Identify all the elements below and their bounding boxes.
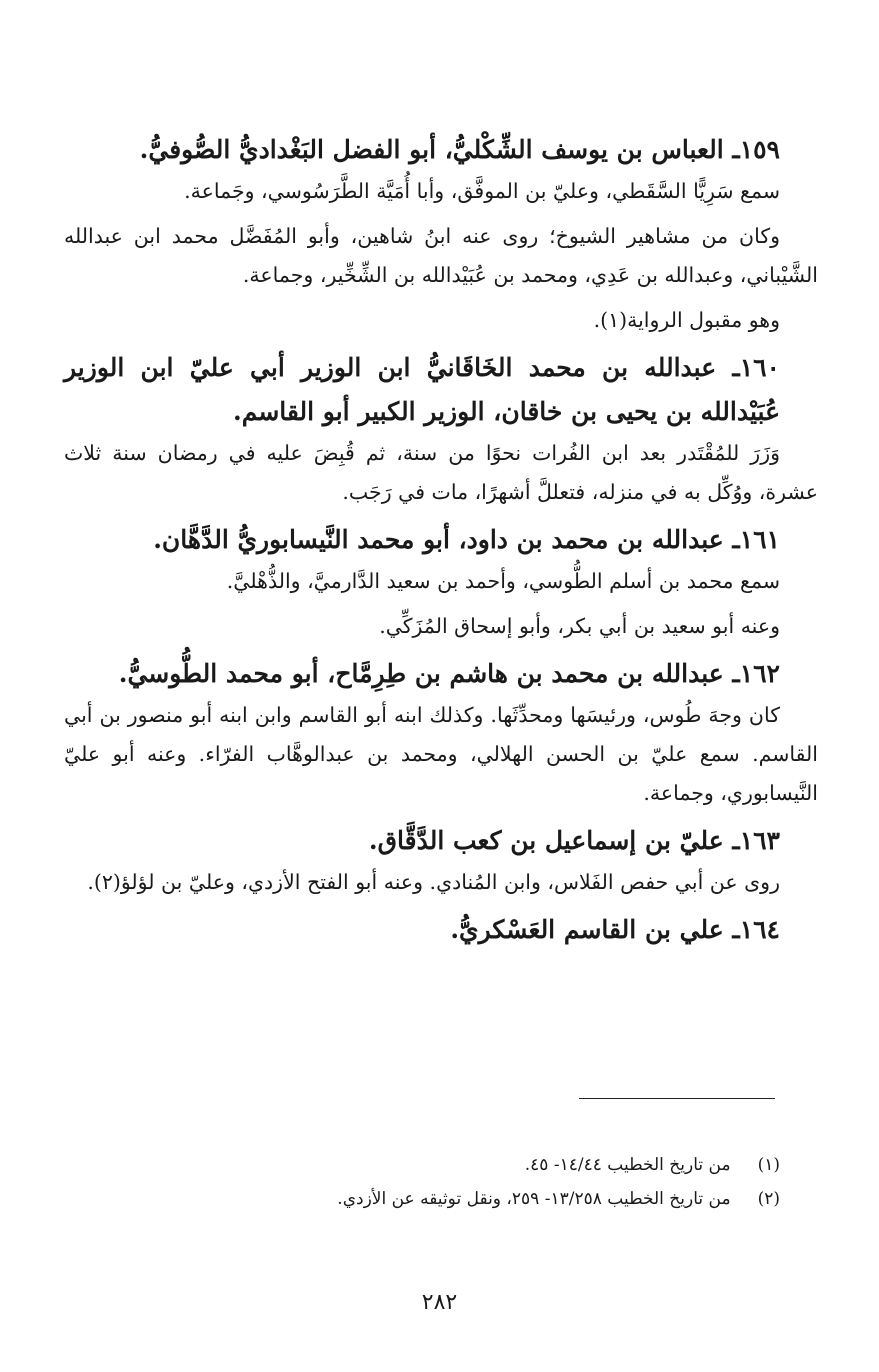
entry-heading: ١٦٣ـ عليّ بن إسماعيل بن كعب الدَّقَّاق.	[368, 826, 780, 855]
entry-paragraph: وعنه أبو سعيد بن أبي بكر، وأبو إسحاق المُزَكِّي.	[379, 614, 780, 638]
footnote-number: (٢)	[757, 1189, 780, 1209]
entry-heading: ١٦٠ـ عبدالله بن محمد الخَاقَانيُّ ابن الوزير أبي عليّ ابن الوزير عُبَيْدالله بن يحيى بن خاقان، الوزير الكبير أبو القاسم.	[64, 353, 780, 426]
entry-paragraph: وَزَرَ للمُقْتَدر بعد ابن الفُرات نحوًا من سنة، ثم قُبِضَ عليه في رمضان سنة ثلاث عشرة، ووُكِّل به في منزله، فتعللَّ أشهرًا، مات في رَجَب.	[64, 441, 818, 504]
entry-paragraph: وكان من مشاهير الشيوخ؛ روى عنه ابنُ شاهين، وأبو المُفَضَّل محمد ابن عبدالله الشَّيْباني، وعبدالله بن عَدِي، ومحمد بن عُبَيْدالله بن الشِّخِّير، وجماعة.	[64, 224, 818, 287]
entry-heading: ١٥٩ـ العباس بن يوسف الشِّكْليُّ، أبو الفضل البَغْداديُّ الصُّوفيُّ.	[139, 135, 780, 164]
footnote-text: من تاريخ الخطيب ١٣/٢٥٨- ٢٥٩، ونقل توثيقه عن الأزدي.	[337, 1189, 731, 1209]
footnote	[64, 1182, 780, 1216]
page-body	[64, 128, 818, 952]
entry-paragraph: سمع سَرِيًّا السَّقَطي، وعليّ بن الموفَّق، وأبا أُمَيَّة الطَّرَسُوسي، وجَماعة.	[184, 179, 780, 203]
entry-paragraph: وهو مقبول الرواية(١).	[593, 308, 780, 332]
entry-paragraph: روى عن أبي حفص الفَلاس، وابن المُنادي. وعنه أبو الفتح الأزدي، وعليّ بن لؤلؤ(٢).	[87, 870, 780, 894]
footnotes	[64, 1148, 780, 1216]
page-number: ٢٨٢	[421, 1290, 458, 1315]
footnote-divider	[579, 1098, 775, 1099]
entry-paragraph: كان وجهَ طُوس، ورئيسَها ومحدِّثَها. وكذلك ابنه أبو القاسم وابن ابنه أبو منصور بن أبي القاسم. سمع عليّ بن الحسن الهلالي، ومحمد بن عبدالوهَّاب الفرّاء. وعنه أبو عليّ النَّيسابوري، وجماعة.	[64, 703, 818, 805]
entry-paragraph: سمع محمد بن أسلم الطُّوسي، وأحمد بن سعيد الدَّارميَّ، والذُّهْليَّ.	[226, 569, 780, 593]
entry-heading: ١٦٤ـ علي بن القاسم العَسْكريُّ.	[450, 915, 780, 944]
footnote-text: من تاريخ الخطيب ١٤/٤٤- ٤٥.	[524, 1155, 731, 1175]
footnote-number: (١)	[757, 1155, 780, 1175]
entry-heading: ١٦١ـ عبدالله بن محمد بن داود، أبو محمد النَّيسابوريُّ الدَّهَّان.	[153, 525, 780, 554]
entry-heading: ١٦٢ـ عبدالله بن محمد بن هاشم بن طِرِمَّاح، أبو محمد الطُّوسيُّ.	[118, 659, 780, 688]
footnote	[64, 1148, 780, 1182]
